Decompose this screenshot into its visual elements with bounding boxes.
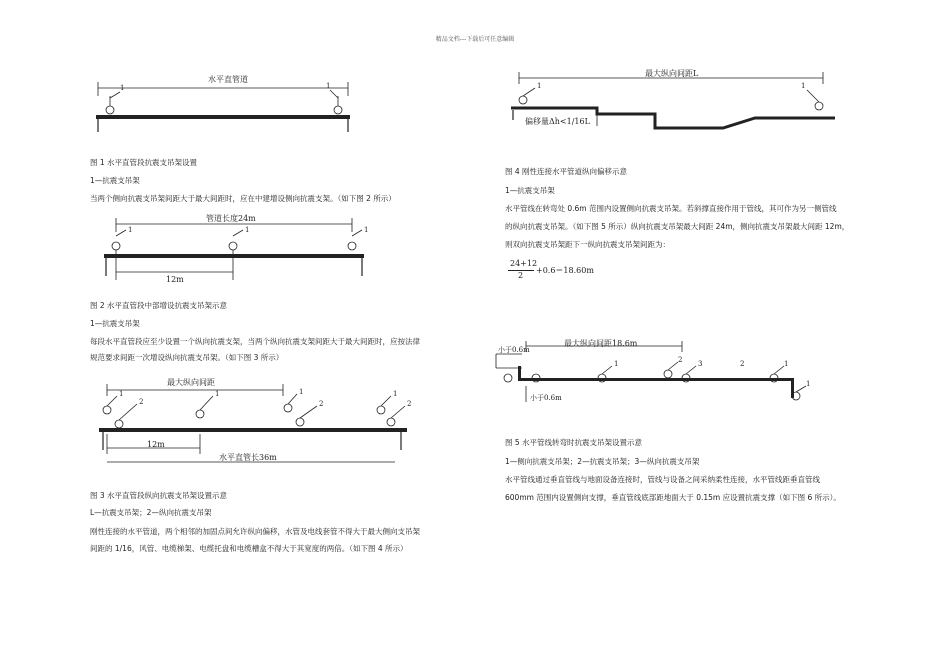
fig5-top-label: 最大纵向间距18.6m <box>564 339 638 348</box>
paragraph-4-line-3: 则双向抗震支吊架距下一纵向抗震支吊架间距为： <box>505 240 670 249</box>
fig2-bottom-label: 12m <box>166 275 184 284</box>
fig3-caption: 图 3 水平直管段纵向抗震支吊架设置示意 <box>90 491 228 500</box>
fig3-num-7: 2 <box>407 400 412 408</box>
fig4-caption: 图 4 刚性连接水平管道纵向偏移示意 <box>505 167 628 176</box>
formula-numerator: 24+12 <box>510 259 538 268</box>
figure-4-diagram <box>505 66 840 140</box>
fig4-offset-label: 偏移量Δh<1/16L <box>525 117 590 126</box>
fig3-num-3: 1 <box>215 390 220 398</box>
fig4-note: 1—抗震支吊架 <box>505 186 555 195</box>
fig5-bottom-label: 小于0.6m <box>530 394 562 402</box>
fig1-top-label: 水平直管道 <box>208 75 248 84</box>
fig1-caption: 图 1 水平直管段抗震支吊架设置 <box>90 158 198 167</box>
fig5-note: 1—侧向抗震支吊架；2—抗震支吊架；3—纵向抗震支吊架 <box>505 457 700 466</box>
paragraph-4-line-2: 的纵向抗震支吊架。（如下图 5 所示）纵向抗震支吊架最大间距 24m，侧向抗震支吊架最大间距 12m， <box>505 222 850 231</box>
fig2-note: 1—抗震支吊架 <box>90 319 140 328</box>
fig3-num-5: 2 <box>319 400 324 408</box>
paragraph-5-line-1: 水平管线通过垂直管线与地面设备连接时，管线与设备之间采纳柔性连接，水平管线距垂直管线 <box>505 475 820 484</box>
paragraph-5-line-2: 600mm 范围内设置侧向支撑，垂直管线底部距地面大于 0.15m 应设置抗震支撑（如下图 6 所示）。 <box>505 493 841 502</box>
fig3-note: L—抗震支吊架；2—纵向抗震支吊架 <box>90 508 212 517</box>
fig3-num-4: 1 <box>299 388 304 396</box>
fig1-num-1: 1 <box>120 84 125 92</box>
fig2-num-1: 1 <box>128 226 133 234</box>
fig3-bottom-label: 水平直管长36m <box>219 453 277 462</box>
formula-denominator: 2 <box>518 271 524 280</box>
fig4-num-1: 1 <box>537 82 542 90</box>
formula <box>508 259 608 283</box>
fig3-num-2: 2 <box>139 398 144 406</box>
paragraph-2-line-2: 规范要求间距一次增设纵向抗震支吊架。（如下图 3 所示） <box>90 353 284 362</box>
fig5-num-2: 2 <box>678 356 683 364</box>
fig4-num-2: 1 <box>801 82 806 90</box>
paragraph-3-line-2: 间距的 1/16，风管、电缆梯架、电缆托盘和电缆槽盒不得大于其宽度的两倍。（如下图 4 所示） <box>90 544 408 553</box>
paragraph-2-line-1: 每段水平直管段应至少设置一个纵向抗震支架，当两个纵向抗震支架间距大于最大间距时，应按法律 <box>90 337 420 346</box>
fig5-num-4: 2 <box>740 360 745 368</box>
fig5-num-3: 3 <box>698 360 703 368</box>
fig2-num-2: 1 <box>245 226 250 234</box>
page-header: 精品文档---下载后可任意编辑 <box>435 36 515 43</box>
figure-1-diagram <box>90 68 360 138</box>
fig5-num-6: 1 <box>806 380 811 388</box>
fig4-top-label: 最大纵向间距L <box>645 69 699 78</box>
fig5-left-label: 小于0.6m <box>498 346 530 354</box>
fig1-num-2: 1 <box>326 82 331 90</box>
fig3-mid-label: 12m <box>147 440 165 449</box>
fig2-caption: 图 2 水平直管段中部增设抗震支吊架示意 <box>90 301 228 310</box>
fig3-num-1: 1 <box>119 390 124 398</box>
fig2-num-3: 1 <box>364 226 369 234</box>
figure-2-diagram <box>100 210 380 288</box>
paragraph-4-line-1: 水平管线在转弯处 0.6m 范围内设置侧向抗震支吊架。若斜撑直接作用于管线，其可作为另一侧管线 <box>505 204 837 213</box>
fig2-top-label: 管道长度24m <box>206 214 256 223</box>
fig5-num-5: 1 <box>784 360 789 368</box>
figure-3-diagram <box>95 370 425 472</box>
fig5-caption: 图 5 水平管线转弯时抗震支吊架设置示意 <box>505 438 643 447</box>
fig3-top-label: 最大纵向间距 <box>167 378 215 387</box>
fig3-num-6: 1 <box>393 390 398 398</box>
fig1-note: 1—抗震支吊架 <box>90 176 140 185</box>
figure-5-diagram <box>492 338 822 410</box>
paragraph-1: 当两个侧向抗震支吊架间距大于最大间距时，应在中建增设侧向抗震支架。（如下图 2 所示） <box>90 194 396 203</box>
paragraph-3-line-1: 刚性连接的水平管道，两个相邻的加固点间允许纵向偏移，水管及电线套管不得大于最大侧向支吊架 <box>90 527 420 536</box>
fig5-num-1: 1 <box>614 360 619 368</box>
formula-rest: +0.6＝18.60m <box>536 266 594 275</box>
